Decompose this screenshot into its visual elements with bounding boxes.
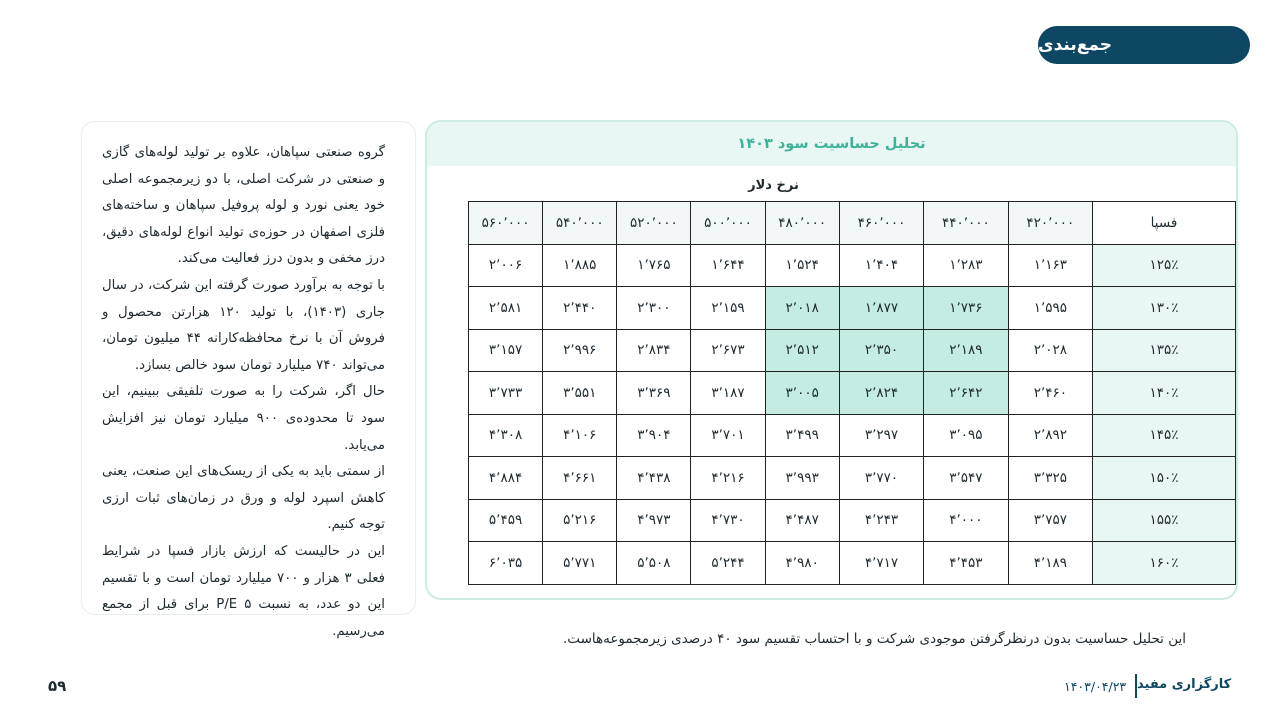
- table-row: [469, 457, 1236, 500]
- summary-text-box: [81, 121, 416, 639]
- table-row: [469, 499, 1236, 542]
- value-cell: ۴٬۲۴۳: [839, 499, 923, 542]
- value-cell: ۱٬۱۶۳: [1008, 244, 1092, 287]
- value-cell: ۳٬۷۳۳: [469, 372, 543, 415]
- value-cell: ۳٬۷۷۰: [839, 457, 923, 500]
- value-cell: ۳٬۱۵۷: [469, 329, 543, 372]
- row-label-cell: ۱۵۰٪: [1093, 457, 1236, 500]
- value-cell: ۲٬۱۵۹: [691, 287, 765, 330]
- value-cell: ۴٬۶۶۱: [543, 457, 617, 500]
- section-badge-label: جمع‌بندی: [1038, 35, 1112, 55]
- value-cell: ۱٬۷۶۵: [617, 244, 691, 287]
- value-cell: ۳٬۱۸۷: [691, 372, 765, 415]
- sensitivity-table: [468, 201, 1236, 585]
- value-cell: ۲٬۸۹۲: [1008, 414, 1092, 457]
- value-cell: ۳٬۷۵۷: [1008, 499, 1092, 542]
- column-header-cell: ۴۸۰٬۰۰۰: [765, 202, 839, 245]
- value-cell: ۴٬۳۰۸: [469, 414, 543, 457]
- value-cell: ۴٬۱۰۶: [543, 414, 617, 457]
- value-cell: ۵٬۲۴۴: [691, 542, 765, 585]
- value-cell: ۲٬۳۵۰: [839, 329, 923, 372]
- table-footnote: این تحلیل حساسیت بدون درنظرگرفتن موجودی شرکت و با احتساب تقسیم سود ۴۰ درصدی زیرمجموعه‌هاست.: [563, 631, 1186, 647]
- value-cell: ۴٬۸۸۴: [469, 457, 543, 500]
- value-cell: ۴٬۹۸۰: [765, 542, 839, 585]
- sensitivity-card-header: [427, 122, 1236, 166]
- summary-paragraph: این در حالیست که ارزش بازار فسپا در شرایط فعلی ۳ هزار و ۷۰۰ میلیارد تومان است و با تقسیم این دو عدد، به نسبت P/E ۵ برای قبل از مجمع می‌رسیم.: [102, 543, 386, 639]
- table-row: [469, 329, 1236, 372]
- table-row: [469, 414, 1236, 457]
- value-cell: ۳٬۲۹۷: [839, 414, 923, 457]
- value-cell: ۱٬۴۰۴: [839, 244, 923, 287]
- value-cell: ۴٬۴۵۳: [924, 542, 1008, 585]
- value-cell: ۳٬۴۹۹: [765, 414, 839, 457]
- report-date: ۱۴۰۳/۰۴/۲۳: [1064, 679, 1127, 694]
- row-label-cell: ۱۵۵٪: [1093, 499, 1236, 542]
- value-cell: ۲٬۰۰۶: [469, 244, 543, 287]
- sensitivity-title: تحلیل حساسیت سود ۱۴۰۳: [737, 136, 926, 152]
- value-cell: ۲٬۹۹۶: [543, 329, 617, 372]
- value-cell: ۲٬۶۷۳: [691, 329, 765, 372]
- table-row: [469, 287, 1236, 330]
- value-cell: ۲٬۰۲۸: [1008, 329, 1092, 372]
- column-header-cell: ۴۴۰٬۰۰۰: [924, 202, 1008, 245]
- column-header-cell: ۵۴۰٬۰۰۰: [543, 202, 617, 245]
- value-cell: ۲٬۰۱۸: [765, 287, 839, 330]
- value-cell: ۴٬۱۸۹: [1008, 542, 1092, 585]
- page-number: ۵۹: [48, 677, 67, 695]
- value-cell: ۳٬۰۰۵: [765, 372, 839, 415]
- row-label-cell: ۱۳۰٪: [1093, 287, 1236, 330]
- value-cell: ۶٬۰۳۵: [469, 542, 543, 585]
- row-label-cell: ۱۲۵٪: [1093, 244, 1236, 287]
- value-cell: ۲٬۱۸۹: [924, 329, 1008, 372]
- value-cell: ۴٬۲۱۶: [691, 457, 765, 500]
- row-label-cell: ۱۴۵٪: [1093, 414, 1236, 457]
- value-cell: ۴٬۴۸۷: [765, 499, 839, 542]
- table-row: [469, 244, 1236, 287]
- value-cell: ۵٬۵۰۸: [617, 542, 691, 585]
- value-cell: ۲٬۶۴۲: [924, 372, 1008, 415]
- value-cell: ۳٬۹۹۳: [765, 457, 839, 500]
- table-header-row: [469, 202, 1236, 245]
- column-header-cell: ۴۲۰٬۰۰۰: [1008, 202, 1092, 245]
- value-cell: ۲٬۵۱۲: [765, 329, 839, 372]
- value-cell: ۱٬۵۹۵: [1008, 287, 1092, 330]
- value-cell: ۲٬۳۰۰: [617, 287, 691, 330]
- value-cell: ۴٬۷۱۷: [839, 542, 923, 585]
- value-cell: ۱٬۸۸۵: [543, 244, 617, 287]
- value-cell: ۳٬۵۵۱: [543, 372, 617, 415]
- row-label-cell: ۱۳۵٪: [1093, 329, 1236, 372]
- value-cell: ۲٬۴۶۰: [1008, 372, 1092, 415]
- value-cell: ۴٬۴۳۸: [617, 457, 691, 500]
- value-cell: ۲٬۸۲۴: [839, 372, 923, 415]
- value-cell: ۱٬۲۸۳: [924, 244, 1008, 287]
- section-badge: [1038, 26, 1250, 64]
- column-axis-label: نرخ دلار: [748, 178, 799, 193]
- summary-paragraph: حال اگر، شرکت را به صورت تلفیقی ببینیم، این سود تا محدوده‌ی ۹۰۰ میلیارد تومان نیز افزایش می‌یابد.: [102, 384, 385, 453]
- value-cell: ۱٬۵۲۴: [765, 244, 839, 287]
- row-label-cell: ۱۴۰٪: [1093, 372, 1236, 415]
- value-cell: ۲٬۴۴۰: [543, 287, 617, 330]
- value-cell: ۳٬۷۰۱: [691, 414, 765, 457]
- value-cell: ۱٬۸۷۷: [839, 287, 923, 330]
- value-cell: ۳٬۳۶۹: [617, 372, 691, 415]
- value-cell: ۲٬۵۸۱: [469, 287, 543, 330]
- value-cell: ۳٬۵۴۷: [924, 457, 1008, 500]
- column-header-cell: ۵۰۰٬۰۰۰: [691, 202, 765, 245]
- column-header-cell: ۴۶۰٬۰۰۰: [839, 202, 923, 245]
- value-cell: ۳٬۹۰۴: [617, 414, 691, 457]
- sensitivity-card: [425, 120, 1238, 600]
- brand-name: کارگزاری مفید: [1137, 677, 1232, 692]
- value-cell: ۴٬۹۷۳: [617, 499, 691, 542]
- row-label-cell: ۱۶۰٪: [1093, 542, 1236, 585]
- value-cell: ۵٬۴۵۹: [469, 499, 543, 542]
- value-cell: ۱٬۶۴۴: [691, 244, 765, 287]
- column-header-cell: ۵۲۰٬۰۰۰: [617, 202, 691, 245]
- value-cell: ۳٬۳۲۵: [1008, 457, 1092, 500]
- corner-label-cell: فسپا: [1093, 202, 1236, 245]
- summary-paragraph: گروه صنعتی سپاهان، علاوه بر تولید لوله‌های گازی و صنعتی در شرکت اصلی، با دو زیرمجموعه اصلی خود یعنی نورد و لوله پروفیل سپاهان و ساخته‌های فلزی اصفهان در حوزه‌ی تولید انواع لوله‌های دقیق، درز مخفی و بدون درز فعالیت می‌کند.: [102, 145, 385, 267]
- column-header-cell: ۵۶۰٬۰۰۰: [469, 202, 543, 245]
- value-cell: ۱٬۷۳۶: [924, 287, 1008, 330]
- table-row: [469, 542, 1236, 585]
- value-cell: ۲٬۸۳۴: [617, 329, 691, 372]
- footer-divider: [1135, 674, 1137, 698]
- value-cell: ۴٬۷۳۰: [691, 499, 765, 542]
- value-cell: ۵٬۷۷۱: [543, 542, 617, 585]
- summary-paragraph: از سمتی باید به یکی از ریسک‌های این صنعت، یعنی کاهش اسپرد لوله و ورق در زمان‌های ثبات ارزی توجه کنیم.: [102, 464, 385, 533]
- summary-paragraph: با توجه به برآورد صورت گرفته این شرکت، در سال جاری (۱۴۰۳)، با تولید ۱۲۰ هزارتن محصول و فروش آن با نرخ محافظه‌کارانه ۴۴ میلیون تومان، می‌تواند ۷۴۰ میلیارد تومان سود خالص بسازد.: [102, 277, 386, 373]
- value-cell: ۵٬۲۱۶: [543, 499, 617, 542]
- value-cell: ۳٬۰۹۵: [924, 414, 1008, 457]
- table-row: [469, 372, 1236, 415]
- value-cell: ۴٬۰۰۰: [924, 499, 1008, 542]
